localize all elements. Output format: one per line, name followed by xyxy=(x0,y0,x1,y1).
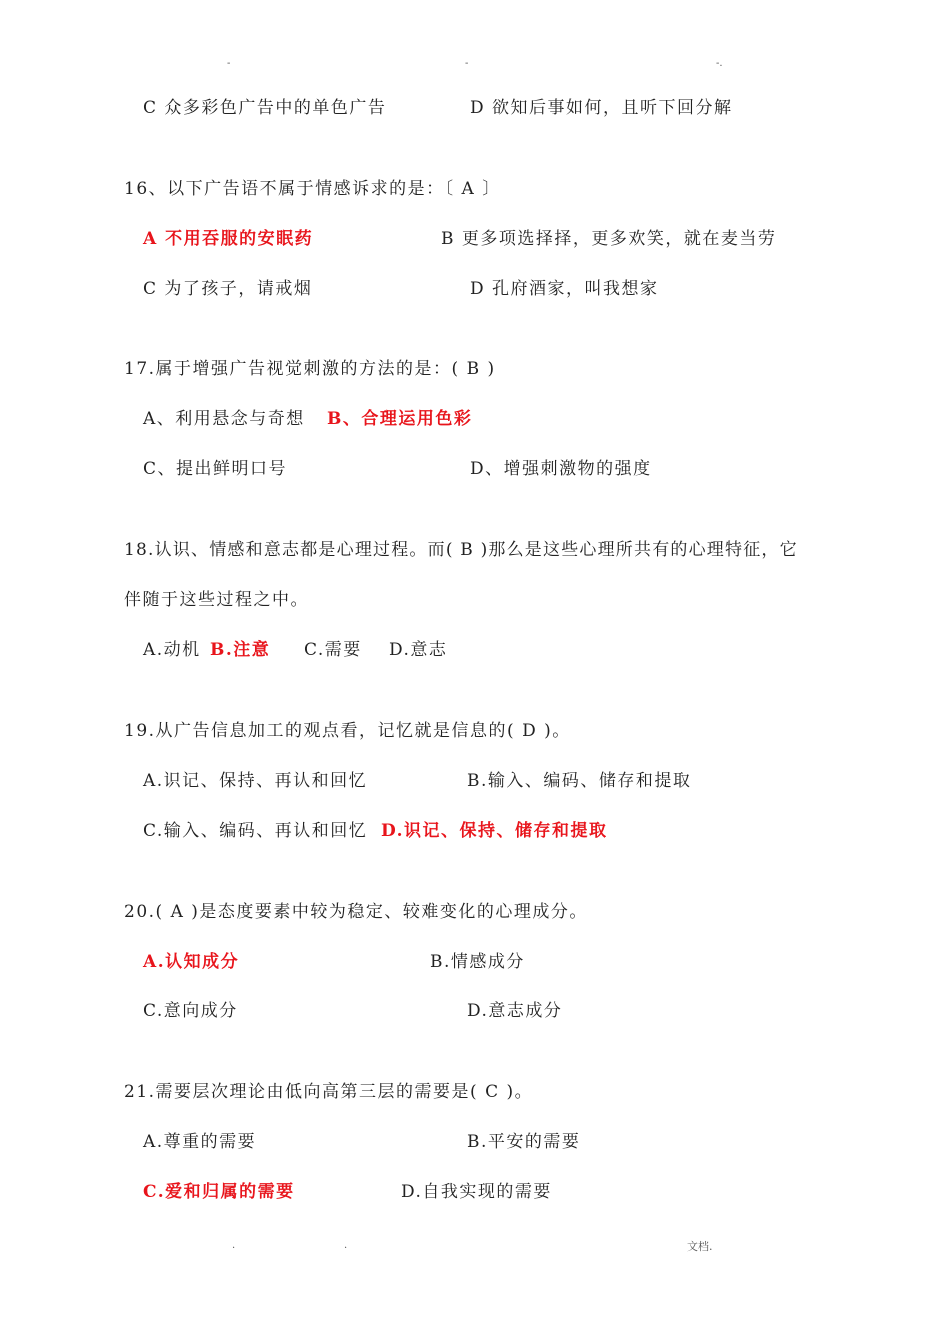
q18-option-d: D.意志 xyxy=(389,640,448,660)
q18-option-a: A.动机 xyxy=(143,640,201,660)
q16-option-a-answer: A 不用吞服的安眠药 xyxy=(143,229,314,249)
q18-stem-line1: 18.认识、情感和意志都是心理过程。而( B )那么是这些心理所共有的心理特征，它 xyxy=(124,540,798,560)
q21-option-c-answer: C.爱和归属的需要 xyxy=(143,1182,295,1202)
q21-option-d: D.自我实现的需要 xyxy=(401,1182,552,1202)
q17-option-b-answer: B、合理运用色彩 xyxy=(327,409,473,429)
header-mark: -. xyxy=(716,58,723,69)
q16-stem: 16、以下广告语不属于情感诉求的是：〔 A 〕 xyxy=(124,179,501,199)
q17-option-c: C、提出鲜明口号 xyxy=(143,459,288,479)
footer-label: 文档. xyxy=(687,1240,713,1253)
q17-option-a: A、利用悬念与奇想 xyxy=(143,409,305,429)
q16-option-b: B 更多项选择择，更多欢笑，就在麦当劳 xyxy=(441,229,777,249)
q21-option-a: A.尊重的需要 xyxy=(143,1132,257,1152)
q20-option-b: B.情感成分 xyxy=(430,952,525,972)
q19-option-a: A.识记、保持、再认和回忆 xyxy=(143,771,368,791)
q20-stem: 20.( A )是态度要素中较为稳定、较难变化的心理成分。 xyxy=(124,902,588,922)
q20-option-a-answer: A.认知成分 xyxy=(143,952,240,972)
q19-option-c: C.输入、编码、再认和回忆 xyxy=(143,821,368,841)
header-mark: - xyxy=(227,58,231,69)
q15-option-d: D 欲知后事如何，且听下回分解 xyxy=(470,98,733,118)
q16-option-d: D 孔府酒家，叫我想家 xyxy=(470,279,659,299)
q21-stem: 21.需要层次理论由低向高第三层的需要是( C )。 xyxy=(124,1082,534,1102)
q16-option-c: C 为了孩子，请戒烟 xyxy=(143,279,313,299)
q20-option-c: C.意向成分 xyxy=(143,1001,238,1021)
q17-option-d: D、增强刺激物的强度 xyxy=(470,459,652,479)
q20-option-d: D.意志成分 xyxy=(467,1001,563,1021)
q18-option-c: C.需要 xyxy=(304,640,362,660)
q19-option-b: B.输入、编码、储存和提取 xyxy=(467,771,692,791)
q19-option-d-answer: D.识记、保持、储存和提取 xyxy=(381,821,608,841)
q21-option-b: B.平安的需要 xyxy=(467,1132,581,1152)
q19-stem: 19.从广告信息加工的观点看，记忆就是信息的( D )。 xyxy=(124,721,571,741)
q18-option-b-answer: B.注意 xyxy=(210,640,271,660)
q18-stem-line2: 伴随于这些过程之中。 xyxy=(124,590,309,610)
header-mark: - xyxy=(465,58,469,69)
footer-mark: . xyxy=(344,1240,348,1251)
q17-stem: 17.属于增强广告视觉刺激的方法的是：( B ) xyxy=(124,359,496,379)
footer-mark: . xyxy=(232,1240,236,1251)
q15-option-c: C 众多彩色广告中的单色广告 xyxy=(143,98,387,118)
